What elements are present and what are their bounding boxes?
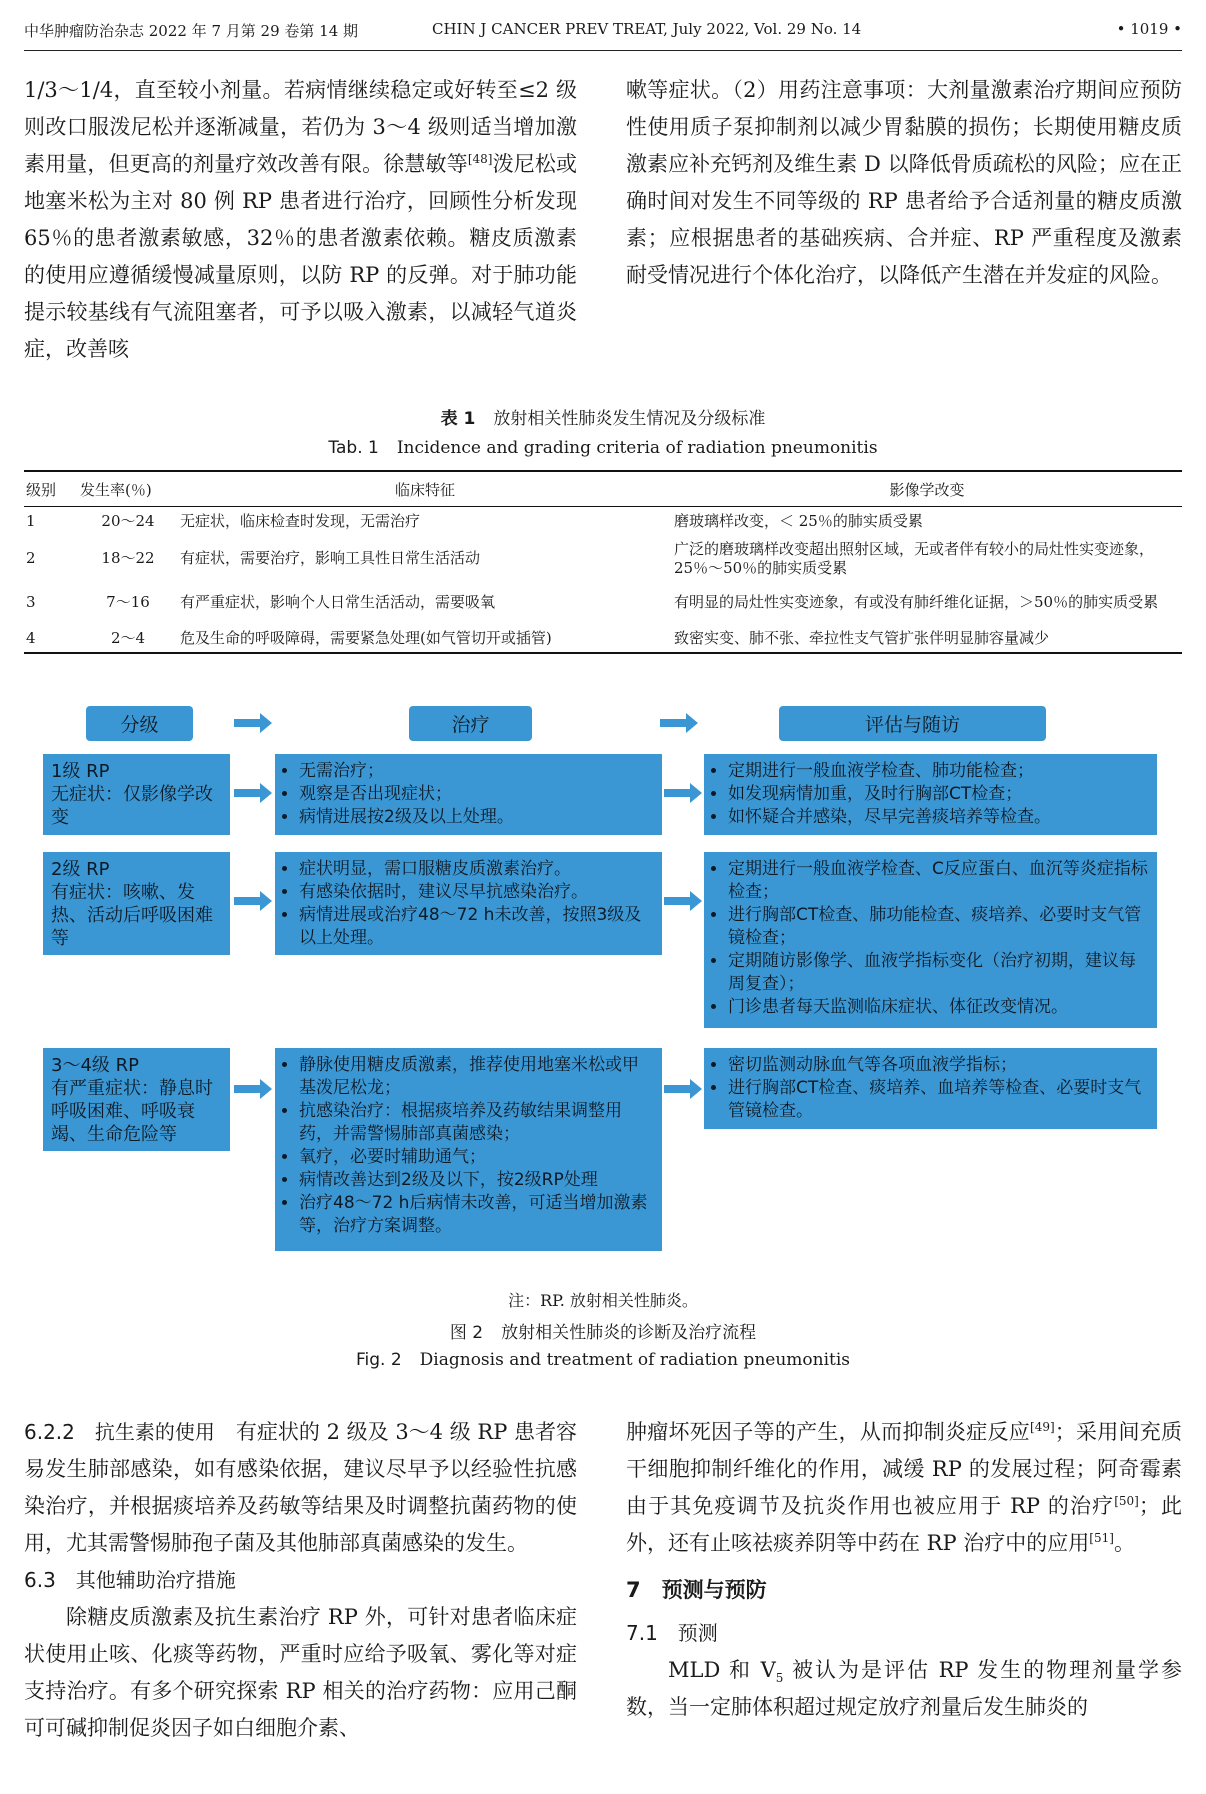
flow-header-grade: 分级 bbox=[86, 706, 193, 741]
flow-grade-box-3: 3～4级 RP 有严重症状：静息时呼吸困难、呼吸衰竭、生命危险等 bbox=[43, 1048, 230, 1151]
table-header-cell: 发生率(％) bbox=[80, 480, 152, 499]
figure2-caption-cn: 图 2 放射相关性肺炎的诊断及治疗流程 bbox=[449, 1323, 757, 1343]
running-header bbox=[24, 20, 1182, 44]
section-heading: 7.1 预测 bbox=[626, 1621, 718, 1645]
table-cell: 磨玻璃样改变，＜ 25％的肺实质受累 bbox=[674, 512, 923, 531]
table-cell: 有症状，需要治疗，影响工具性日常生活活动 bbox=[180, 549, 481, 567]
right-arrow-icon bbox=[660, 712, 700, 734]
list-item: • 进行胸部CT检查、痰培养、血培养等检查、必要时支气管镜检查。 bbox=[728, 1077, 1149, 1123]
header-journal-cn: 中华肿瘤防治杂志 2022 年 7 月第 29 卷第 14 期 bbox=[24, 22, 359, 40]
list-item: • 氧疗，必要时辅助通气； bbox=[299, 1146, 654, 1169]
header-page-number: • 1019 • bbox=[1116, 20, 1182, 38]
table-cell: 2～4 bbox=[110, 628, 146, 647]
header-journal-en: CHIN J CANCER PREV TREAT, July 2022, Vol. 29 No. 14 bbox=[432, 20, 862, 38]
table-header-cell: 级别 bbox=[26, 480, 57, 499]
list-item: • 抗感染治疗：根据痰培养及药敏结果调整用药，并需警惕肺部真菌感染； bbox=[299, 1100, 654, 1146]
table-cell: 危及生命的呼吸障碍，需要紧急处理(如气管切开或插管) bbox=[180, 628, 552, 647]
list-item: • 症状明显，需口服糖皮质激素治疗。 bbox=[299, 858, 654, 881]
bottom-right-column bbox=[626, 1414, 1182, 1726]
table-cell: 有明显的局灶性实变迹象，有或没有肺纤维化证据，＞50％的肺实质受累 bbox=[674, 593, 1159, 611]
table-cell: 2 bbox=[26, 549, 36, 567]
list-item: • 无需治疗； bbox=[299, 760, 654, 783]
table-header-cell: 临床特征 bbox=[394, 480, 455, 499]
figure-note: 注：RP. 放射相关性肺炎。 bbox=[508, 1291, 698, 1310]
list-item: • 门诊患者每天监测临床症状、体征改变情况。 bbox=[728, 996, 1149, 1019]
section-heading: 6.2.2 抗生素的使用 bbox=[24, 1420, 215, 1444]
list-item: • 病情改善达到2级及以下，按2级RP处理 bbox=[299, 1169, 654, 1192]
flow-header-followup: 评估与随访 bbox=[779, 706, 1046, 741]
table-row bbox=[24, 507, 1182, 537]
flow-treatment-box-3 bbox=[275, 1048, 662, 1251]
bottom-left-column bbox=[24, 1414, 577, 1747]
table-cell: 18～22 bbox=[101, 549, 155, 567]
citation-49[interactable]: [49] bbox=[1030, 1420, 1055, 1434]
flow-treatment-box-1 bbox=[275, 754, 662, 835]
list-item: • 进行胸部CT检查、肺功能检查、痰培养、必要时支气管镜检查； bbox=[728, 904, 1149, 950]
top-left-column bbox=[24, 72, 577, 368]
table1-caption-cn: 表 1 放射相关性肺炎发生情况及分级标准 bbox=[440, 409, 766, 429]
right-arrow-icon bbox=[664, 1078, 704, 1100]
continued-paragraph: 肿瘤坏死因子等的产生，从而抑制炎症反应[49]；采用间充质干细胞抑制纤维化的作用，减缓 RP 的发展过程；阿奇霉素由于其免疫调节及抗炎作用也被应用于 RP 的治疗[50]；此外，还有止咳祛痰养阴等中药在 RP 治疗中的应用[51]。 bbox=[626, 1420, 1183, 1555]
table1-caption-en: Tab. 1 Incidence and grading criteria of radiation pneumonitis bbox=[328, 438, 878, 458]
header-rule bbox=[24, 50, 1182, 51]
right-arrow-icon bbox=[664, 782, 704, 804]
flow-grade-box-1: 1级 RP 无症状：仅影像学改变 bbox=[43, 754, 230, 835]
list-item: • 密切监测动脉血气等各项血液学指标； bbox=[728, 1054, 1149, 1077]
citation-51[interactable]: [51] bbox=[1089, 1531, 1114, 1545]
table-cell: 广泛的磨玻璃样改变超出照射区域，无或者伴有较小的局灶性实变迹象，25％～50％的肺实质受累 bbox=[674, 539, 1155, 577]
table-row bbox=[24, 581, 1182, 625]
table-row bbox=[24, 537, 1182, 581]
section-6-3-paragraph: 除糖皮质激素及抗生素治疗 RP 外，可针对患者临床症状使用止咳、化痰等药物，严重时应给予吸氧、雾化等对症支持治疗。有多个研究探索 RP 相关的治疗药物：应用己酮可可碱抑制促炎因子如白细胞介素、 bbox=[24, 1605, 577, 1740]
flow-treatment-box-2 bbox=[275, 852, 662, 955]
section-heading: 7 预测与预防 bbox=[626, 1578, 767, 1602]
list-item: • 定期进行一般血液学检查、肺功能检查； bbox=[728, 760, 1149, 783]
list-item: • 病情进展按2级及以上处理。 bbox=[299, 806, 654, 829]
table-cell: 1 bbox=[26, 512, 36, 531]
table-cell: 3 bbox=[26, 593, 36, 611]
right-arrow-icon bbox=[234, 890, 274, 912]
flow-grade-box-2: 2级 RP 有症状：咳嗽、发热、活动后呼吸困难等 bbox=[43, 852, 230, 955]
list-item: • 治疗48～72 h后病情未改善，可适当增加激素等，治疗方案调整。 bbox=[299, 1192, 654, 1238]
right-arrow-icon bbox=[234, 712, 274, 734]
section-heading: 6.3 其他辅助治疗措施 bbox=[24, 1568, 236, 1592]
top-left-paragraph: 1/3～1/4，直至较小剂量。若病情继续稳定或好转至≤2 级则改口服泼尼松并逐渐减量，若仍为 3～4 级则适当增加激素用量，但更高的剂量疗效改善有限。徐慧敏等[48]泼尼松或地塞米松为主对 80 例 RP 患者进行治疗，回顾性分析发现 65％的患者激素敏感，32％的患者激素依赖。糖皮质激素的使用应遵循缓慢减量原则，以防 RP 的反弹。对于肺功能提示较基线有气流阻塞者，可予以吸入激素，以减轻气道炎症，改善咳 bbox=[24, 78, 578, 361]
top-right-column bbox=[626, 72, 1182, 294]
table-header-cell: 影像学改变 bbox=[889, 480, 965, 499]
right-arrow-icon bbox=[234, 782, 274, 804]
table-cell: 20～24 bbox=[101, 512, 155, 531]
section-7-1-paragraph: MLD 和 $V_5$ 被认为是评估 RP 发生的物理剂量学参数，当一定肺体积超过规定放疗剂量后发生肺炎的 bbox=[626, 1658, 1182, 1719]
flow-followup-box-2 bbox=[704, 852, 1157, 1028]
citation-50[interactable]: [50] bbox=[1114, 1494, 1139, 1508]
table-cell: 7～16 bbox=[106, 593, 150, 611]
list-item: • 静脉使用糖皮质激素，推荐使用地塞米松或甲基泼尼松龙； bbox=[299, 1054, 654, 1100]
table1 bbox=[24, 470, 1182, 654]
list-item: • 如怀疑合并感染，尽早完善痰培养等检查。 bbox=[728, 806, 1149, 829]
figure2-caption-en: Fig. 2 Diagnosis and treatment of radiation pneumonitis bbox=[355, 1350, 851, 1370]
table-row bbox=[24, 625, 1182, 653]
top-right-paragraph: 嗽等症状。（2）用药注意事项：大剂量激素治疗期间应预防性使用质子泵抑制剂以减少胃黏膜的损伤；长期使用糖皮质激素应补充钙剂及维生素 D 以降低骨质疏松的风险；应在正确时间对发生不同等级的 RP 患者给予合适剂量的糖皮质激素；应根据患者的基础疾病、合并症、RP 严重程度及激素耐受情况进行个体化治疗，以降低产生潜在并发症的风险。 bbox=[626, 78, 1182, 287]
flow-header-treatment: 治疗 bbox=[409, 706, 532, 741]
citation-48[interactable]: [48] bbox=[467, 152, 493, 166]
table-cell: 4 bbox=[26, 628, 36, 647]
table-cell: 致密实变、肺不张、牵拉性支气管扩张伴明显肺容量减少 bbox=[674, 628, 1050, 647]
table-cell: 有严重症状，影响个人日常生活活动，需要吸氧 bbox=[180, 593, 496, 611]
list-item: • 观察是否出现症状； bbox=[299, 783, 654, 806]
list-item: • 定期进行一般血液学检查、C反应蛋白、血沉等炎症指标检查； bbox=[728, 858, 1149, 904]
list-item: • 有感染依据时，建议尽早抗感染治疗。 bbox=[299, 881, 654, 904]
section-6-2-2-paragraph: 6.2.2 抗生素的使用 有症状的 2 级及 3～4 级 RP 患者容易发生肺部感染，如有感染依据，建议尽早予以经验性抗感染治疗，并根据痰培养及药敏等结果及时调整抗菌药物的使用，尤其需警惕肺孢子菌及其他肺部真菌感染的发生。 bbox=[24, 1420, 578, 1555]
right-arrow-icon bbox=[664, 890, 704, 912]
list-item: • 病情进展或治疗48～72 h未改善，按照3级及以上处理。 bbox=[299, 904, 654, 950]
list-item: • 定期随访影像学、血液学指标变化（治疗初期，建议每周复查）； bbox=[728, 950, 1149, 996]
flow-followup-box-3 bbox=[704, 1048, 1157, 1129]
list-item: • 如发现病情加重，及时行胸部CT检查； bbox=[728, 783, 1149, 806]
table-cell: 无症状，临床检查时发现，无需治疗 bbox=[180, 512, 421, 531]
flow-followup-box-1 bbox=[704, 754, 1157, 835]
table-header-row bbox=[24, 471, 1182, 507]
right-arrow-icon bbox=[234, 1078, 274, 1100]
